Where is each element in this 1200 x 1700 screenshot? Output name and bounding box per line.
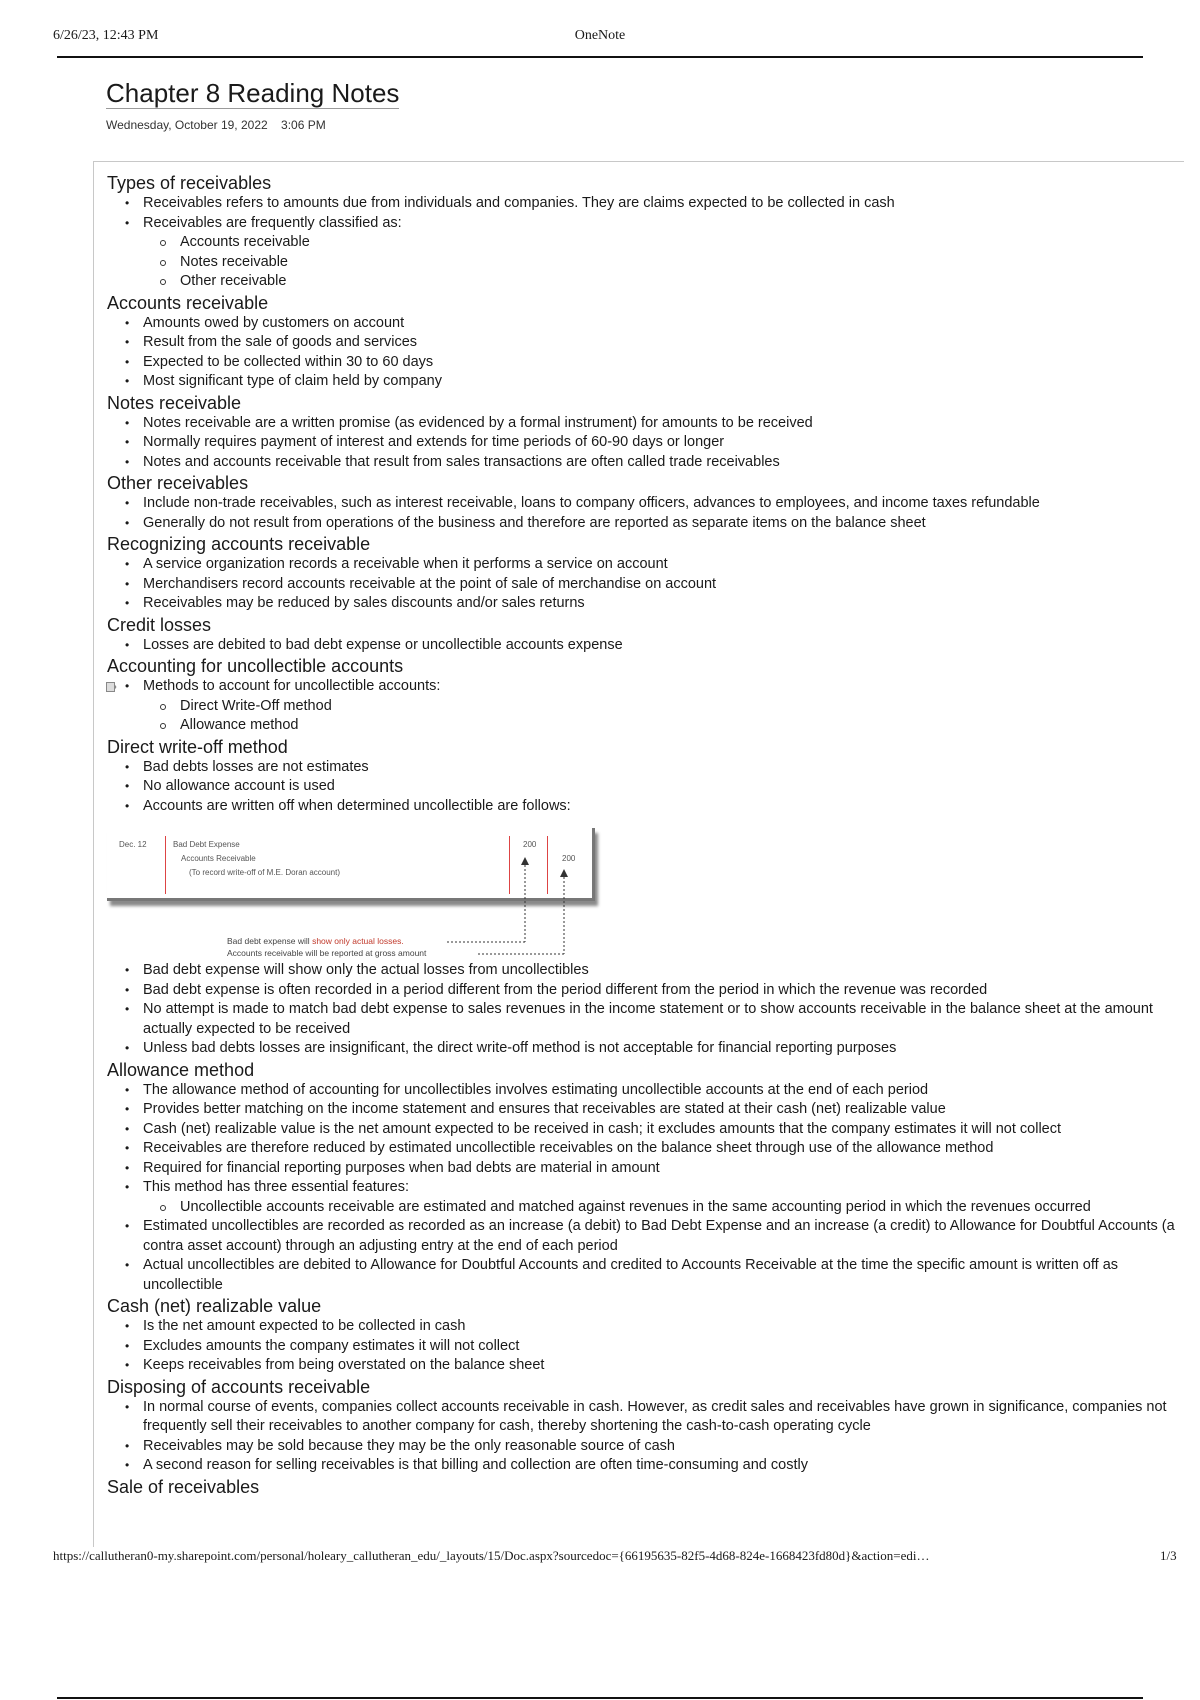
list-item: • Bad debts losses are not estimates — [107, 758, 1182, 778]
list-item: • Most significant type of claim held by company — [107, 372, 1182, 392]
list-item-text: Methods to account for uncollectible accounts: — [143, 678, 441, 694]
section-heading: Allowance method — [107, 1059, 255, 1080]
sub-list-item: Uncollectible accounts receivable are estimated and matched against revenues in the same accounting period in which the revenues occurred — [107, 1198, 1182, 1218]
list-item: • Excludes amounts the company estimates it will not collect — [107, 1337, 1182, 1357]
bullet-list — [107, 758, 1182, 817]
section-heading: Credit losses — [107, 614, 212, 635]
list-item: • Include non-trade receivables, such as interest receivable, loans to company officers, advances to employees, and income taxes refundable — [107, 494, 1182, 514]
bullet-list — [107, 1398, 1182, 1476]
entry-credit-amount: 200 — [562, 854, 576, 863]
list-item: • Bad debt expense is often recorded in a period different from the period different from the period in which the revenue was recorded — [107, 981, 1182, 1001]
bullet-list — [107, 1317, 1182, 1376]
list-item: • The allowance method of accounting for uncollectibles involves estimating uncollectible accounts at the end of each period — [107, 1081, 1182, 1101]
bullet-list — [107, 677, 1182, 736]
arrow-credit — [477, 869, 568, 954]
list-item: • Notes receivable are a written promise (as evidenced by a formal instrument) for amounts to be received — [107, 414, 1182, 434]
annotation-text: Bad debt expense will — [227, 936, 313, 946]
bullet-list — [107, 194, 1182, 292]
list-item: • Merchandisers record accounts receivable at the point of sale of merchandise on account — [107, 575, 1182, 595]
list-item: • Unless bad debts losses are insignificant, the direct write-off method is not acceptable for financial reporting purposes — [107, 1039, 1182, 1059]
bullet-list — [107, 961, 1182, 1059]
bullet-list — [107, 414, 1182, 473]
list-item: • No attempt is made to match bad debt expense to sales revenues in the income statement or to show accounts receivable in the balance sheet at the amount actually expected to be received — [107, 1000, 1182, 1039]
list-item: • Generally do not result from operations of the business and therefore are reported as separate items on the balance sheet — [107, 514, 1182, 534]
list-item: • A second reason for selling receivables is that billing and collection are often time-consuming and costly — [107, 1456, 1182, 1476]
print-datetime: 6/26/23, 12:43 PM — [53, 28, 159, 43]
list-item: • Is the net amount expected to be collected in cash — [107, 1317, 1182, 1337]
page-time: 3:06 PM — [281, 118, 326, 132]
section-heading: Other receivables — [107, 473, 249, 493]
section-heading: Types of receivables — [107, 173, 272, 193]
annotation-gross: Accounts receivable will be reported at gross amount — [227, 948, 427, 958]
footer-rule — [57, 1697, 1143, 1699]
list-item: • Receivables are therefore reduced by estimated uncollectible receivables on the balance sheet through use of the allowance method — [107, 1139, 1182, 1159]
sub-list-item: Accounts receivable — [107, 233, 1182, 253]
note-container[interactable] — [93, 161, 1184, 1547]
list-item: • Normally requires payment of interest and extends for time periods of 60-90 days or longer — [107, 433, 1182, 453]
entry-debit-amount: 200 — [523, 840, 537, 849]
bullet-list — [107, 636, 1182, 656]
list-item: • Provides better matching on the income statement and ensures that receivables are stated at their cash (net) realizable value — [107, 1100, 1182, 1120]
annotation-bad-debt — [227, 936, 404, 946]
page-date: Wednesday, October 19, 2022 — [106, 118, 268, 132]
list-item: • Estimated uncollectibles are recorded as recorded as an increase (a debit) to Bad Debt Expense and an increase (a credit) to Allowance for Doubtful Accounts (a contra asset account) through an adjusting entry at the end of each period — [107, 1217, 1182, 1256]
note-tag-icon[interactable] — [106, 681, 117, 692]
list-item: • Accounts are written off when determined uncollectible are follows: — [107, 797, 1182, 817]
arrow-debit — [447, 857, 529, 942]
list-item: • No allowance account is used — [107, 777, 1182, 797]
section-heading: Accounts receivable — [107, 292, 269, 313]
note-body — [107, 172, 1182, 1498]
bullet-list — [107, 494, 1182, 533]
section-heading: Notes receivable — [107, 392, 242, 413]
page-title[interactable]: Chapter 8 Reading Notes — [106, 78, 400, 108]
sub-list-item: Allowance method — [107, 716, 1182, 736]
list-item: • Notes and accounts receivable that result from sales transactions are often called trade receivables — [107, 453, 1182, 473]
entry-debit-account: Bad Debt Expense — [173, 840, 240, 849]
list-item — [107, 677, 1182, 697]
list-item: • In normal course of events, companies collect accounts receivable in cash. However, as credit sales and receivables have grown in significance, companies not frequently sell their receivables to another company for cash, thereby shortening the cash-to-cash operating cycle — [107, 1398, 1182, 1437]
section-heading: Direct write-off method — [107, 736, 288, 757]
section-heading: Disposing of accounts receivable — [107, 1376, 371, 1397]
list-item: • Receivables may be reduced by sales discounts and/or sales returns — [107, 594, 1182, 614]
entry-date: Dec. 12 — [119, 840, 147, 849]
annotation-highlight: show only actual losses. — [312, 936, 404, 946]
header-rule — [57, 56, 1143, 58]
section-heading: Accounting for uncollectible accounts — [107, 656, 404, 676]
sub-list-item: Notes receivable — [107, 253, 1182, 273]
bullet-list — [107, 314, 1182, 392]
page-number: 1/3 — [1160, 1548, 1177, 1563]
entry-credit-account: Accounts Receivable — [181, 854, 256, 863]
page-meta — [106, 118, 336, 132]
section-heading: Recognizing accounts receivable — [107, 534, 371, 554]
list-item: • Actual uncollectibles are debited to Allowance for Doubtful Accounts and credited to Accounts Receivable at the time the specific amount is written off as uncollectible — [107, 1256, 1182, 1295]
list-item: • Receivables refers to amounts due from individuals and companies. They are claims expected to be collected in cash — [107, 194, 1182, 214]
list-item: • Bad debt expense will show only the actual losses from uncollectibles — [107, 961, 1182, 981]
list-item: • Losses are debited to bad debt expense or uncollectible accounts expense — [107, 636, 1182, 656]
list-item: • Receivables are frequently classified as: — [107, 214, 1182, 234]
list-item: • Cash (net) realizable value is the net amount expected to be received in cash; it excludes amounts that the company estimates it will not collect — [107, 1120, 1182, 1140]
entry-memo: (To record write-off of M.E. Doran account) — [189, 868, 341, 877]
section-heading: Sale of receivables — [107, 1476, 260, 1497]
section-heading: Cash (net) realizable value — [107, 1296, 322, 1316]
list-item: • A service organization records a receivable when it performs a service on account — [107, 555, 1182, 575]
list-item: • Result from the sale of goods and services — [107, 333, 1182, 353]
print-app-name: OneNote — [574, 28, 626, 43]
list-item: • Receivables may be sold because they may be the only reasonable source of cash — [107, 1437, 1182, 1457]
list-item: • This method has three essential features: — [107, 1178, 1182, 1198]
journal-entry-figure — [107, 816, 1182, 961]
list-item: • Required for financial reporting purposes when bad debts are material in amount — [107, 1159, 1182, 1179]
bullet-list — [107, 555, 1182, 614]
print-url: https://callutheran0-my.sharepoint.com/personal/holeary_callutheran_edu/_layouts/15/Doc.aspx?sourcedoc={66195635-82f5-4d68-824e-1668423fd80d}&action=edi… — [53, 1548, 930, 1563]
sub-list-item: Other receivable — [107, 272, 1182, 292]
sub-list-item: Direct Write-Off method — [107, 697, 1182, 717]
list-item: • Expected to be collected within 30 to 60 days — [107, 353, 1182, 373]
list-item: • Amounts owed by customers on account — [107, 314, 1182, 334]
list-item: • Keeps receivables from being overstated on the balance sheet — [107, 1356, 1182, 1376]
bullet-list — [107, 1081, 1182, 1296]
